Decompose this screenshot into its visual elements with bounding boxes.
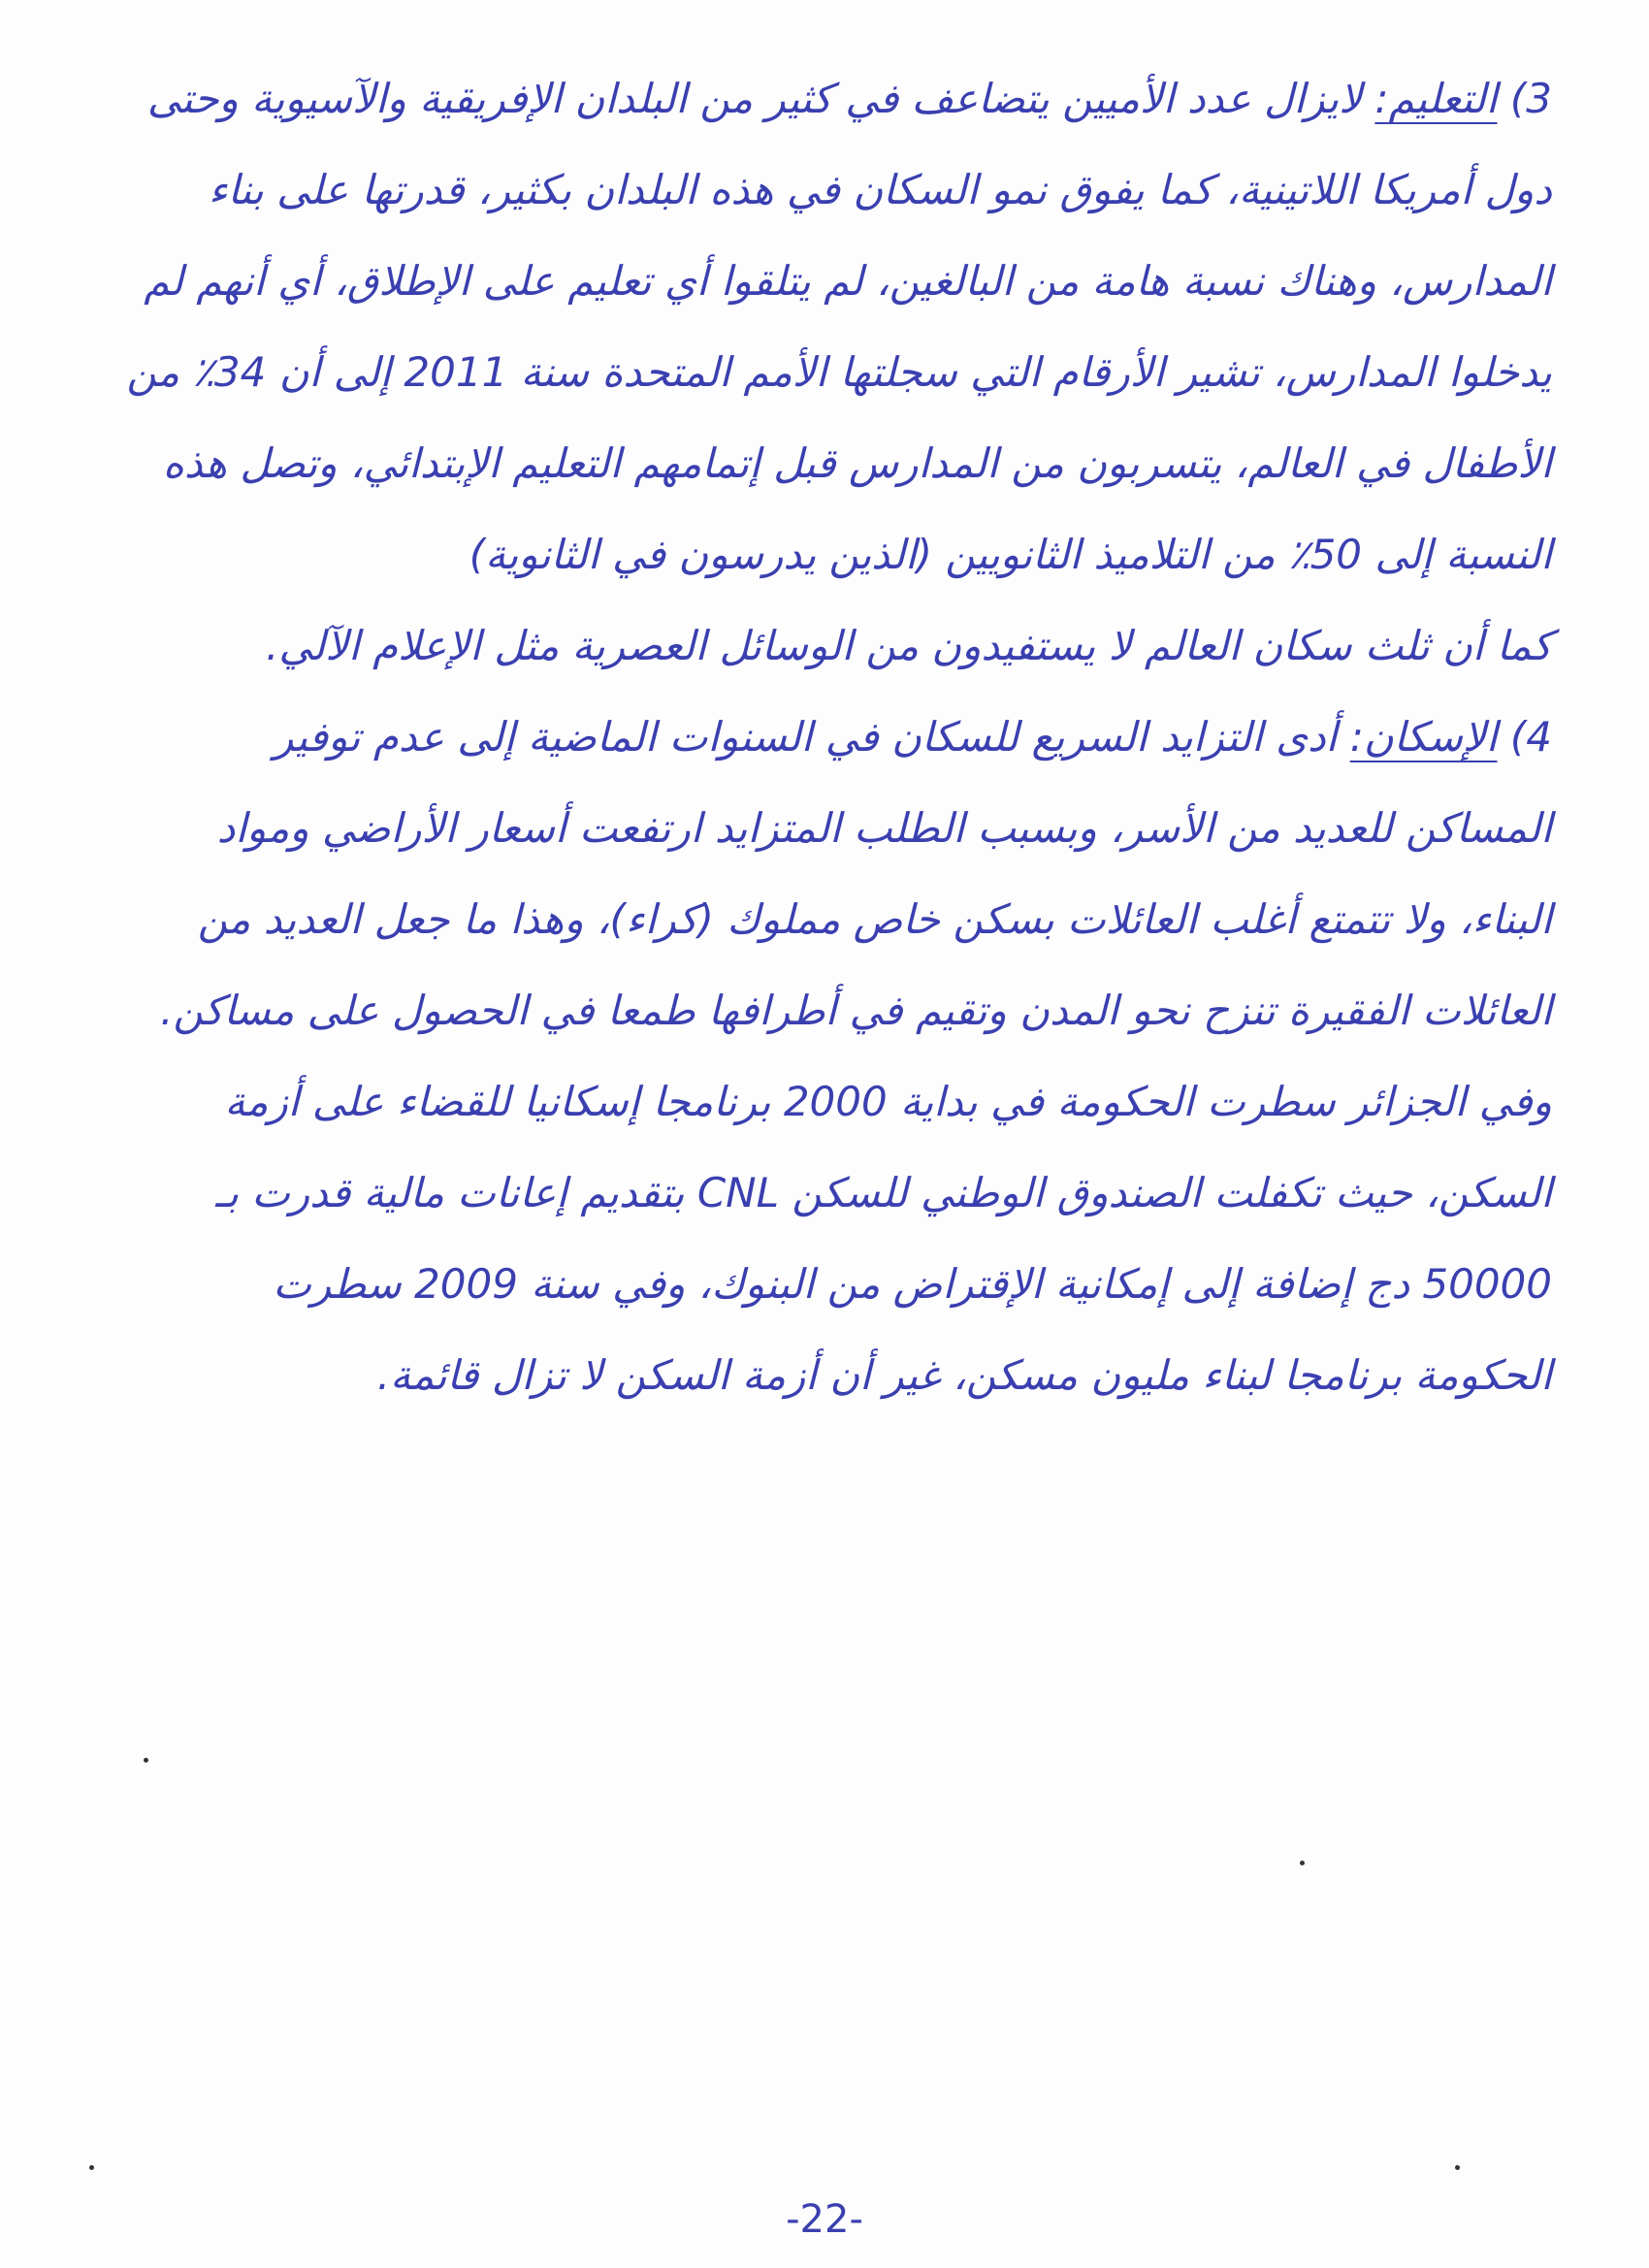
ink-speck [1300, 1861, 1305, 1865]
section-heading: الإسكان: [1349, 713, 1498, 761]
ink-speck [144, 1758, 148, 1763]
section-number: 3) [1509, 75, 1552, 122]
section-text: أدى التزايد السريع للسكان في السنوات الماضية إلى عدم توفير المساكن للعديد من الأسر، وبسبب الطلب المتزايد ارتفعت أسعار الأراضي ومواد البناء، ولا تتمتع أغلب العائلات بسكن خاص مملوك (كراء)، وهذا ما جعل العديد من العائلات الفقيرة تنزح نحو المدن وتقيم في أطرافها طمعا في الحصول على مساكن. وفي الجزائر سطرت الحكومة في بداية 2000 برنامجا إسكانيا للقضاء على أزمة السكن، حيث تكفلت الصندوق الوطني للسكن CNL بتقديم إعانات مالية قدرت بـ 50000 دج إضافة إلى إمكانية الإقتراض من البنوك، وفي سنة 2009 سطرت الحكومة برنامجا لبناء مليون مسكن، غير أن أزمة السكن لا تزال قائمة. [160, 713, 1552, 1399]
section-heading: التعليم: [1374, 75, 1498, 122]
section-housing [126, 692, 1552, 1421]
ink-speck [89, 2165, 94, 2170]
ink-speck [1455, 2165, 1460, 2170]
handwritten-text-body [126, 53, 1552, 1421]
section-text: لايزال عدد الأميين يتضاعف في كثير من البلدان الإفريقية والآسيوية وحتى دول أمريكا اللاتينية، كما يفوق نمو السكان في هذه البلدان بكثير، قدرتها على بناء المدارس، وهناك نسبة هامة من البالغين، لم يتلقوا أي تعليم على الإطلاق، أي أنهم لم يدخلوا المدارس، تشير الأرقام التي سجلتها الأمم المتحدة سنة 2011 إلى أن 34٪ من الأطفال في العالم، يتسربون من المدارس قبل إتمامهم التعليم الإبتدائي، وتصل هذه النسبة إلى 50٪ من التلاميذ الثانويين (الذين يدرسون في الثانوية) كما أن ثلث سكان العالم لا يستفيدون من الوسائل العصرية مثل الإعلام الآلي. [126, 75, 1552, 669]
section-number: 4) [1509, 713, 1552, 761]
section-education [126, 53, 1552, 692]
page-number: -22- [786, 2197, 863, 2242]
